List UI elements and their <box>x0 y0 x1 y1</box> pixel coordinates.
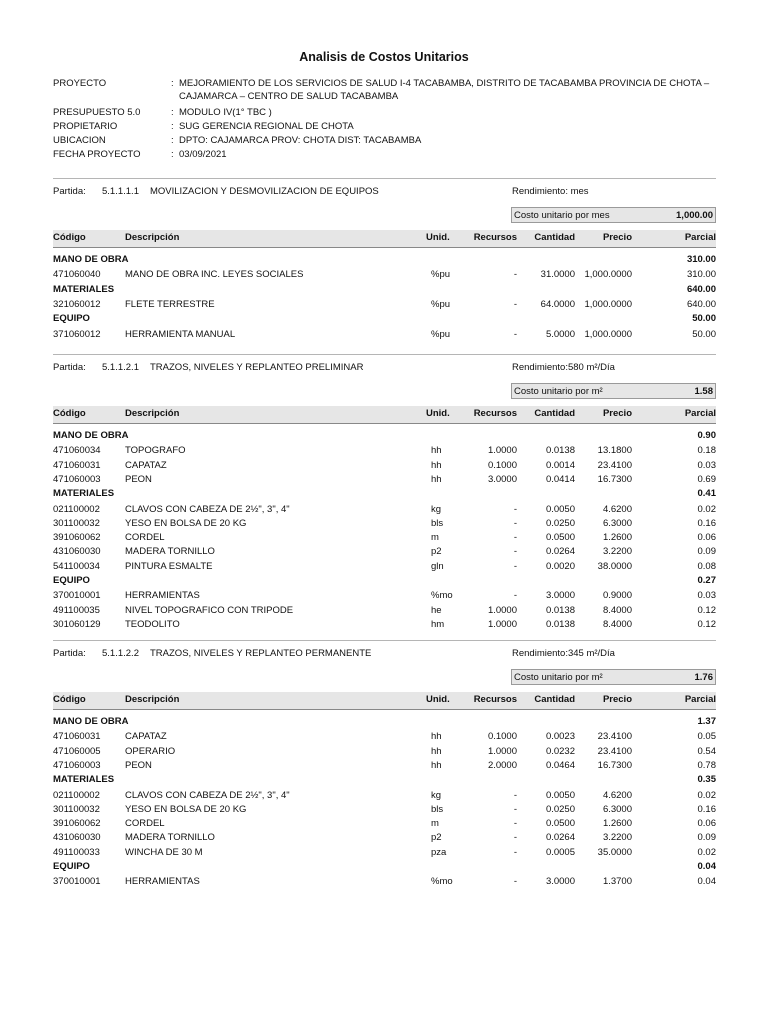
cell-cantidad: 0.0250 <box>545 517 575 529</box>
rendimiento: Rendimiento:580 m²/Día <box>512 362 615 373</box>
section-divider <box>53 178 716 179</box>
col-parcial: Parcial <box>684 694 716 705</box>
cell-parcial: 0.08 <box>697 560 716 572</box>
cell-recursos: - <box>513 876 517 888</box>
cell-descripcion: CAPATAZ <box>125 459 167 471</box>
table-row <box>53 299 716 312</box>
group-row <box>53 430 716 443</box>
group-row <box>53 313 716 326</box>
cell-precio: 35.0000 <box>597 846 632 858</box>
cell-precio: 6.3000 <box>602 517 632 529</box>
cell-codigo: 321060012 <box>53 298 101 310</box>
cell-cantidad: 0.0050 <box>545 503 575 515</box>
col-cantidad: Cantidad <box>534 232 575 243</box>
table-row <box>53 561 716 574</box>
cell-precio: 16.7300 <box>597 759 632 771</box>
cell-parcial: 0.12 <box>697 604 716 616</box>
table-row <box>53 460 716 473</box>
cell-recursos: - <box>513 532 517 544</box>
cell-descripcion: WINCHA DE 30 M <box>125 846 203 858</box>
cell-precio: 23.4100 <box>597 459 632 471</box>
cell-descripcion: YESO EN BOLSA DE 20 KG <box>125 803 247 815</box>
table-row <box>53 876 716 889</box>
cell-codigo: 431060030 <box>53 832 101 844</box>
cell-precio: 23.4100 <box>597 731 632 743</box>
cell-cantidad: 5.0000 <box>545 328 575 340</box>
cell-descripcion: CORDEL <box>125 532 165 544</box>
cell-parcial: 0.09 <box>697 546 716 558</box>
header-label: PROPIETARIO <box>53 121 118 132</box>
cell-recursos: - <box>513 818 517 830</box>
cell-unid: m <box>431 818 439 830</box>
cell-unid: %pu <box>431 269 451 281</box>
document-title: Analisis de Costos Unitarios <box>299 50 469 64</box>
cell-unid: m <box>431 532 439 544</box>
cell-codigo: 471060005 <box>53 745 101 757</box>
cell-unid: hh <box>431 731 442 743</box>
rendimiento: Rendimiento: mes <box>512 186 589 197</box>
column-header <box>53 406 716 424</box>
costo-unitario-label: Costo unitario por mes <box>514 210 610 221</box>
cell-descripcion: OPERARIO <box>125 745 176 757</box>
cell-parcial: 0.16 <box>697 517 716 529</box>
group-name: MATERIALES <box>53 774 115 786</box>
cell-descripcion: CLAVOS CON CABEZA DE 2½", 3", 4" <box>125 503 290 515</box>
cell-precio: 1.2600 <box>602 532 632 544</box>
section-divider <box>53 354 716 355</box>
cell-parcial: 0.02 <box>697 846 716 858</box>
cell-unid: bls <box>431 803 444 815</box>
partida-name: TRAZOS, NIVELES Y REPLANTEO PRELIMINAR <box>150 362 364 373</box>
cell-recursos: - <box>513 590 517 602</box>
group-name: EQUIPO <box>53 861 90 872</box>
cell-cantidad: 0.0264 <box>545 832 575 844</box>
cell-precio: 8.4000 <box>602 604 632 616</box>
col-precio: Precio <box>602 694 632 705</box>
group-row <box>53 774 716 787</box>
header-colon: : <box>171 121 174 132</box>
cell-codigo: 371060012 <box>53 328 101 340</box>
cell-codigo: 370010001 <box>53 590 101 602</box>
cell-codigo: 471060031 <box>53 459 101 471</box>
cell-parcial: 0.78 <box>697 759 716 771</box>
table-row <box>53 731 716 744</box>
col-descripcion: Descripción <box>125 408 180 419</box>
table-row <box>53 605 716 618</box>
partida-code: 5.1.1.2.1 <box>102 362 139 373</box>
header-label: FECHA PROYECTO <box>53 149 141 160</box>
cell-codigo: 301100032 <box>53 803 100 815</box>
cell-precio: 1.3700 <box>602 876 632 888</box>
header-value <box>179 77 733 103</box>
col-codigo: Código <box>53 232 86 243</box>
cell-unid: p2 <box>431 546 442 558</box>
cell-precio: 1.2600 <box>602 818 632 830</box>
header-value: 03/09/2021 <box>179 149 227 160</box>
cell-unid: %pu <box>431 328 451 340</box>
cell-cantidad: 0.0020 <box>545 560 575 572</box>
cell-precio: 16.7300 <box>597 473 632 485</box>
header-label: PROYECTO <box>53 78 107 89</box>
col-recursos: Recursos <box>473 694 517 705</box>
group-total: 0.27 <box>697 575 716 586</box>
col-recursos: Recursos <box>473 232 517 243</box>
cell-parcial: 0.54 <box>697 745 716 757</box>
cell-codigo: 471060034 <box>53 445 101 457</box>
group-name: EQUIPO <box>53 313 90 325</box>
cell-precio: 13.1800 <box>597 445 632 457</box>
partida-name: MOVILIZACION Y DESMOVILIZACION DE EQUIPOS <box>150 186 379 197</box>
cell-descripcion: HERRAMIENTAS <box>125 590 200 602</box>
cell-parcial: 310.00 <box>686 269 716 281</box>
cell-parcial: 0.18 <box>697 445 716 457</box>
table-row <box>53 619 716 632</box>
cell-unid: gln <box>431 560 444 572</box>
cell-parcial: 0.04 <box>697 876 716 888</box>
col-cantidad: Cantidad <box>534 694 575 705</box>
group-total: 640.00 <box>686 283 716 295</box>
cell-codigo: 431060030 <box>53 546 101 558</box>
header-value: SUG GERENCIA REGIONAL DE CHOTA <box>179 121 354 132</box>
cell-unid: kg <box>431 789 442 801</box>
costo-unitario-value: 1,000.00 <box>676 210 713 221</box>
group-row <box>53 488 716 501</box>
cell-codigo: 491100035 <box>53 604 100 616</box>
header-value: DPTO: CAJAMARCA PROV: CHOTA DIST: TACABAMBA <box>179 135 422 146</box>
header-value-line: CAJAMARCA – CENTRO DE SALUD TACABAMBA <box>179 91 399 102</box>
rendimiento: Rendimiento:345 m²/Día <box>512 648 615 659</box>
cell-descripcion: YESO EN BOLSA DE 20 KG <box>125 517 247 529</box>
cell-descripcion: HERRAMIENTAS <box>125 876 200 888</box>
table-row <box>53 532 716 545</box>
cell-parcial: 0.02 <box>697 503 716 515</box>
header-colon: : <box>171 135 174 146</box>
cell-precio: 6.3000 <box>602 803 632 815</box>
col-cantidad: Cantidad <box>534 408 575 419</box>
group-total: 0.35 <box>697 774 716 786</box>
group-row <box>53 254 716 267</box>
header-row-fecha <box>53 148 733 161</box>
cell-codigo: 491100033 <box>53 846 100 858</box>
cell-recursos: 1.0000 <box>487 604 517 616</box>
cell-descripcion: CAPATAZ <box>125 731 167 743</box>
cell-cantidad: 0.0500 <box>545 532 575 544</box>
table-row <box>53 504 716 517</box>
table-row <box>53 847 716 860</box>
header-value-line: MEJORAMIENTO DE LOS SERVICIOS DE SALUD I-4 TACABAMBA, DISTRITO DE TACABAMBA PROVINCIA DE CHOTA – <box>179 78 710 89</box>
cell-descripcion: CLAVOS CON CABEZA DE 2½", 3", 4" <box>125 789 290 801</box>
cell-recursos: - <box>513 560 517 572</box>
costo-unitario-label: Costo unitario por m² <box>514 386 603 397</box>
cell-descripcion: MADERA TORNILLO <box>125 546 215 558</box>
partida-header <box>53 186 716 198</box>
group-name: MANO DE OBRA <box>53 716 129 727</box>
cell-cantidad: 0.0138 <box>545 618 575 630</box>
cell-cantidad: 3.0000 <box>545 590 575 602</box>
table-row <box>53 760 716 773</box>
col-recursos: Recursos <box>473 408 517 419</box>
partida-label: Partida: <box>53 648 86 659</box>
table-row <box>53 818 716 831</box>
cell-recursos: - <box>513 789 517 801</box>
cell-cantidad: 0.0138 <box>545 445 575 457</box>
partida-code: 5.1.1.1.1 <box>102 186 139 197</box>
cell-cantidad: 0.0464 <box>545 759 575 771</box>
project-header <box>53 77 733 161</box>
cell-parcial: 0.16 <box>697 803 716 815</box>
cell-parcial: 0.03 <box>697 459 716 471</box>
cell-cantidad: 0.0232 <box>545 745 575 757</box>
group-total: 0.41 <box>697 488 716 500</box>
cell-cantidad: 0.0500 <box>545 818 575 830</box>
cell-codigo: 391060062 <box>53 532 101 544</box>
cell-unid: hh <box>431 459 442 471</box>
cell-codigo: 301100032 <box>53 517 100 529</box>
cell-unid: hh <box>431 445 442 457</box>
col-precio: Precio <box>602 408 632 419</box>
header-label: PRESUPUESTO 5.0 <box>53 107 141 118</box>
partida-code: 5.1.1.2.2 <box>102 648 139 659</box>
cell-recursos: - <box>513 517 517 529</box>
header-colon: : <box>171 149 174 160</box>
group-name: MATERIALES <box>53 283 115 295</box>
cell-codigo: 021100002 <box>53 503 100 515</box>
col-parcial: Parcial <box>684 232 716 243</box>
cell-descripcion: TEODOLITO <box>125 618 180 630</box>
col-precio: Precio <box>602 232 632 243</box>
col-unid: Unid. <box>426 408 450 419</box>
costo-unitario-box <box>511 669 716 685</box>
table-row <box>53 474 716 487</box>
table-row <box>53 746 716 759</box>
cell-precio: 1,000.0000 <box>584 328 632 340</box>
partida-label: Partida: <box>53 186 86 197</box>
col-unid: Unid. <box>426 232 450 243</box>
cell-codigo: 471060031 <box>53 731 101 743</box>
group-row <box>53 575 716 588</box>
cell-parcial: 0.06 <box>697 532 716 544</box>
cell-unid: he <box>431 604 442 616</box>
cell-precio: 38.0000 <box>597 560 632 572</box>
cell-unid: bls <box>431 517 444 529</box>
cell-recursos: - <box>513 846 517 858</box>
table-row <box>53 832 716 845</box>
cell-precio: 8.4000 <box>602 618 632 630</box>
cell-descripcion: FLETE TERRESTRE <box>125 298 215 310</box>
header-row-propietario <box>53 120 733 133</box>
cell-descripcion: PEON <box>125 473 152 485</box>
cell-cantidad: 0.0250 <box>545 803 575 815</box>
cell-recursos: 2.0000 <box>487 759 517 771</box>
cell-descripcion: PEON <box>125 759 152 771</box>
cell-codigo: 471060003 <box>53 759 101 771</box>
group-total: 0.04 <box>697 861 716 872</box>
group-total: 310.00 <box>686 254 716 265</box>
cell-descripcion: NIVEL TOPOGRAFICO CON TRIPODE <box>125 604 294 616</box>
cell-recursos: 1.0000 <box>487 618 517 630</box>
cell-cantidad: 3.0000 <box>545 876 575 888</box>
cell-descripcion: MANO DE OBRA INC. LEYES SOCIALES <box>125 269 304 281</box>
cell-recursos: - <box>513 328 517 340</box>
group-name: MANO DE OBRA <box>53 254 129 265</box>
table-row <box>53 269 716 282</box>
cell-unid: %pu <box>431 298 451 310</box>
cell-codigo: 471060003 <box>53 473 101 485</box>
cell-cantidad: 0.0005 <box>545 846 575 858</box>
costo-unitario-label: Costo unitario por m² <box>514 672 603 683</box>
cell-unid: %mo <box>431 590 453 602</box>
cell-cantidad: 64.0000 <box>540 298 575 310</box>
column-header <box>53 692 716 710</box>
cell-unid: hm <box>431 618 445 630</box>
cell-precio: 1,000.0000 <box>584 269 632 281</box>
table-row <box>53 790 716 803</box>
cell-parcial: 0.09 <box>697 832 716 844</box>
header-colon: : <box>171 107 174 118</box>
cell-descripcion: CORDEL <box>125 818 165 830</box>
cell-precio: 4.6200 <box>602 503 632 515</box>
cell-cantidad: 0.0264 <box>545 546 575 558</box>
cell-unid: p2 <box>431 832 442 844</box>
cell-codigo: 471060040 <box>53 269 101 281</box>
table-row <box>53 518 716 531</box>
cell-precio: 0.9000 <box>602 590 632 602</box>
header-row-proyecto <box>53 77 733 103</box>
group-total: 1.37 <box>697 716 716 727</box>
cell-recursos: 3.0000 <box>487 473 517 485</box>
table-row <box>53 590 716 603</box>
cell-recursos: 1.0000 <box>487 745 517 757</box>
partida-name: TRAZOS, NIVELES Y REPLANTEO PERMANENTE <box>150 648 372 659</box>
cell-cantidad: 0.0014 <box>545 459 575 471</box>
table-row <box>53 445 716 458</box>
cell-parcial: 0.03 <box>697 590 716 602</box>
table-row <box>53 804 716 817</box>
group-name: MANO DE OBRA <box>53 430 129 441</box>
cell-precio: 3.2200 <box>602 546 632 558</box>
cell-unid: pza <box>431 846 447 858</box>
cell-unid: hh <box>431 759 442 771</box>
costo-unitario-value: 1.76 <box>694 672 713 683</box>
cell-parcial: 0.02 <box>697 789 716 801</box>
partida-label: Partida: <box>53 362 86 373</box>
cell-unid: hh <box>431 745 442 757</box>
header-value: MODULO IV(1° TBC ) <box>179 107 272 118</box>
cell-recursos: - <box>513 546 517 558</box>
col-descripcion: Descripción <box>125 694 180 705</box>
costo-unitario-box <box>511 207 716 223</box>
cell-unid: hh <box>431 473 442 485</box>
header-row-presupuesto <box>53 106 733 119</box>
cell-precio: 1,000.0000 <box>584 298 632 310</box>
cell-recursos: - <box>513 298 517 310</box>
table-row <box>53 329 716 342</box>
section-divider <box>53 640 716 641</box>
cell-precio: 3.2200 <box>602 832 632 844</box>
cell-parcial: 0.05 <box>697 731 716 743</box>
group-total: 0.90 <box>697 430 716 441</box>
group-row <box>53 716 716 729</box>
cell-unid: kg <box>431 503 442 515</box>
cell-codigo: 301060129 <box>53 618 101 630</box>
cell-recursos: - <box>513 269 517 281</box>
cell-codigo: 370010001 <box>53 876 101 888</box>
cell-cantidad: 0.0138 <box>545 604 575 616</box>
group-row <box>53 284 716 297</box>
cell-descripcion: TOPOGRAFO <box>125 445 186 457</box>
cell-recursos: - <box>513 803 517 815</box>
group-name: MATERIALES <box>53 488 115 500</box>
costo-unitario-value: 1.58 <box>694 386 713 397</box>
cell-parcial: 0.06 <box>697 818 716 830</box>
group-name: EQUIPO <box>53 575 90 586</box>
cell-recursos: - <box>513 503 517 515</box>
partida-header <box>53 648 716 660</box>
cell-parcial: 640.00 <box>686 298 716 310</box>
partida-header <box>53 362 716 374</box>
header-label: UBICACION <box>53 135 106 146</box>
cell-codigo: 021100002 <box>53 789 100 801</box>
column-header <box>53 230 716 248</box>
col-codigo: Código <box>53 408 86 419</box>
cell-recursos: 1.0000 <box>487 445 517 457</box>
header-colon: : <box>171 78 174 89</box>
col-parcial: Parcial <box>684 408 716 419</box>
cell-cantidad: 0.0414 <box>545 473 575 485</box>
cell-recursos: - <box>513 832 517 844</box>
cell-descripcion: MADERA TORNILLO <box>125 832 215 844</box>
cell-unid: %mo <box>431 876 453 888</box>
col-codigo: Código <box>53 694 86 705</box>
col-unid: Unid. <box>426 694 450 705</box>
group-total: 50.00 <box>692 313 716 325</box>
table-row <box>53 546 716 559</box>
cell-precio: 4.6200 <box>602 789 632 801</box>
group-row <box>53 861 716 874</box>
cell-cantidad: 0.0023 <box>545 731 575 743</box>
header-row-ubicacion <box>53 134 733 147</box>
col-descripcion: Descripción <box>125 232 180 243</box>
cell-precio: 23.4100 <box>597 745 632 757</box>
cell-descripcion: PINTURA ESMALTE <box>125 560 213 572</box>
costo-unitario-box <box>511 383 716 399</box>
cell-parcial: 0.69 <box>697 473 716 485</box>
cell-parcial: 0.12 <box>697 618 716 630</box>
cell-recursos: 0.1000 <box>487 459 517 471</box>
cell-descripcion: HERRAMIENTA MANUAL <box>125 328 236 340</box>
cell-recursos: 0.1000 <box>487 731 517 743</box>
cell-parcial: 50.00 <box>692 328 716 340</box>
cell-codigo: 541100034 <box>53 560 100 572</box>
cell-codigo: 391060062 <box>53 818 101 830</box>
cell-cantidad: 0.0050 <box>545 789 575 801</box>
cell-cantidad: 31.0000 <box>540 269 575 281</box>
